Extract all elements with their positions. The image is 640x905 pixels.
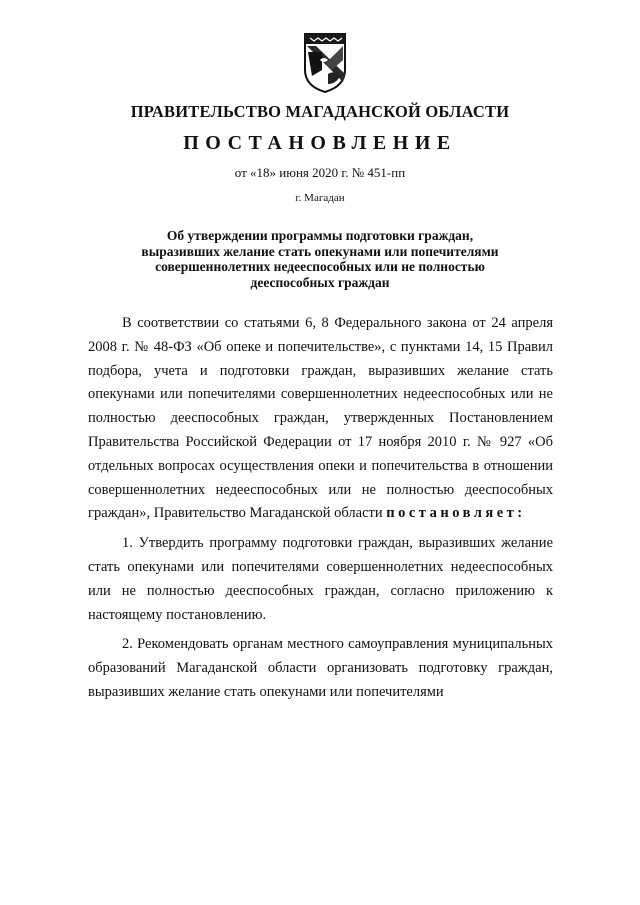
subject-line: Об утверждении программы подготовки граждан, bbox=[166, 228, 474, 243]
document-type-heading: ПОСТАНОВЛЕНИЕ bbox=[183, 132, 457, 154]
preamble-text: В соответствии со статьями 6, 8 Федерального закона от 24 апреля 2008 г. № 48-ФЗ «Об опеке и попечительстве», с пунктами 14, 15 Правил подбора, учета и подготовки граждан, выразивших желание стать опекунами или попечителями совершеннолетних недееспособных или не полностью дееспособных граждан, утвержденных Постановлением Правительства Российской Федерации от 17 ноября 2010 г. № 927 «Об отдельных вопросах осуществления опеки и попечительства в отношении совершеннолетних недееспособных или не полностью дееспособных граждан», Правительство Магаданской области bbox=[88, 315, 553, 522]
organization-title: ПРАВИТЕЛЬСТВО МАГАДАНСКОЙ ОБЛАСТИ bbox=[130, 102, 510, 121]
document-date-number: от «18» июня 2020 г. № 451-пп bbox=[234, 165, 406, 180]
coat-of-arms-icon bbox=[302, 30, 348, 94]
subject-line: совершеннолетних недееспособных или не полностью bbox=[155, 259, 485, 274]
document-place: г. Магадан bbox=[295, 192, 345, 204]
decree-word: постановляет: bbox=[386, 505, 526, 522]
body-paragraph-preamble bbox=[88, 312, 553, 526]
body-paragraph-2: 2. Рекомендовать органам местного самоуправления муниципальных образований Магаданской области организовать подготовку граждан, выразивших желание стать опекунами или попечителями bbox=[88, 636, 553, 700]
document-subject bbox=[120, 228, 520, 290]
subject-line: выразивших желание стать опекунами или попечителями bbox=[141, 243, 499, 259]
body-paragraph-1: 1. Утвердить программу подготовки граждан, выразивших желание стать опекунами или попечителями совершеннолетних недееспособных или не полностью дееспособных граждан, согласно приложению к настоящему постановлению. bbox=[88, 535, 553, 623]
subject-line: дееспособных граждан bbox=[250, 274, 390, 290]
document-body bbox=[88, 312, 553, 705]
